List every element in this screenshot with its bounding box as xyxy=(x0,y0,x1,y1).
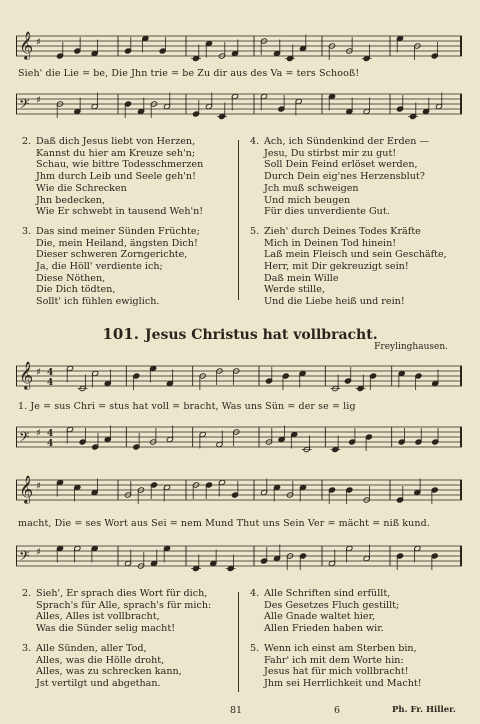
svg-text:𝄞: 𝄞 xyxy=(19,31,34,59)
verse-5-hymn101: 5. Wenn ich einst am Sterben bin, Fahr' ich mit dem Worte hin: Jesus hat für mich vollbracht! Jhm sei Herrlichkeit und Macht! xyxy=(250,642,422,689)
staff-bass-top xyxy=(16,84,462,124)
verse-3-hymn101: 3. Alle Sünden, aller Tod, Alles, was die Hölle droht, Alles, was zu schrecken kann, Jst vertilgt und abgethan. xyxy=(22,642,182,689)
verses-hymn101-right xyxy=(250,588,422,690)
svg-text:♯: ♯ xyxy=(36,547,41,558)
verse-4-hymn100: 4. Ach, ich Sündenkind der Erden — Jesu, Du stirbst mir zu gut! Soll Dein Feind erlöset werden, Durch Dein eig'nes Herzensblut? Jch muß schweigen Und mich beugen Für dies unverdiente Gut. xyxy=(250,136,430,218)
verses-hymn100-right xyxy=(250,136,447,308)
column-divider-hymn101 xyxy=(238,592,239,692)
verse-3-hymn100: 3. Das sind meiner Sünden Früchte; Die, mein Heiland, ängsten Dich! Dieser schweren Zorngerichte, Ja, die Höll' verdiente ich; Diese Nöthen, Die Dich tödten, Sollt' ich fühlen ewiglich. xyxy=(22,225,200,308)
svg-text:𝄞: 𝄞 xyxy=(19,475,34,503)
svg-text:♯: ♯ xyxy=(36,367,41,378)
signature-mark: 6 xyxy=(334,705,341,716)
svg-text:𝄢: 𝄢 xyxy=(19,548,30,567)
svg-text:4: 4 xyxy=(47,439,54,449)
lyric-line-hymn100: Sieh' die Lie = be, Die Jhn trie = be Zu dir aus des Va = ters Schooß! xyxy=(18,68,360,79)
svg-text:4: 4 xyxy=(47,429,54,439)
svg-text:♯: ♯ xyxy=(36,428,41,439)
staff-treble-top xyxy=(16,26,462,66)
svg-text:♯: ♯ xyxy=(36,95,41,106)
svg-text:4: 4 xyxy=(47,368,54,378)
hymn-author: Ph. Fr. Hiller. xyxy=(392,705,456,715)
svg-text:♯: ♯ xyxy=(36,37,41,48)
staff-bass-2 xyxy=(16,536,462,576)
verse-5-hymn100: 5. Zieh' durch Deines Todes Kräfte Mich in Deinen Tod hinein! Laß mein Fleisch und sein Geschäfte, Herr, mit Dir gekreuzigt sein! Daß mein Wille Werde stille, Und die Liebe heiß und rein! xyxy=(250,225,447,308)
svg-text:𝄞: 𝄞 xyxy=(19,361,34,389)
verse-2-hymn101: 2. Sieh', Er sprach dies Wort für dich, Sprach's für Alle, sprach's für mich: Alles, Alles ist vollbracht, Was die Sünder selig macht! xyxy=(22,588,212,635)
staff-bass-1 xyxy=(16,417,462,457)
svg-text:4: 4 xyxy=(47,378,54,388)
verse-2-hymn100: 2. Daß dich Jesus liebt von Herzen, Kannst du hier am Kreuze seh'n; Schau, wie bittre Todesschmerzen Jhm durch Leib und Seele geh'n! Wie die Schrecken Jhn bedecken, Wie Er schwebt in tausend Weh'n! xyxy=(22,136,204,218)
hymn-title-text: Jesus Christus hat vollbracht. xyxy=(144,327,378,343)
column-divider-hymn100 xyxy=(238,140,239,300)
svg-text:♯: ♯ xyxy=(36,481,41,492)
hymn-title xyxy=(0,325,480,343)
lyric-line-1-hymn101: 1. Je = sus Chri = stus hat voll = bracht, Was uns Sün = der se = lig xyxy=(18,401,356,412)
verses-hymn100-left xyxy=(22,136,203,308)
svg-text:𝄢: 𝄢 xyxy=(19,429,30,448)
lyric-line-2-hymn101: macht, Die = ses Wort aus Sei = nem Mund Thut uns Sein Ver = mächt = niß kund. xyxy=(18,518,430,529)
staff-treble-2 xyxy=(16,470,462,510)
staff-treble-1 xyxy=(16,356,462,396)
page-number: 81 xyxy=(230,705,243,716)
svg-text:𝄢: 𝄢 xyxy=(19,96,30,115)
verses-hymn101-left xyxy=(22,588,211,690)
hymn-number: 101. xyxy=(102,325,139,343)
composer-name: Freylinghausen. xyxy=(374,342,448,352)
verse-4-hymn101: 4. Alle Schriften sind erfüllt, Des Gesetzes Fluch gestillt; Alle Gnade waltet hier, Allen Frieden haben wir. xyxy=(250,588,400,635)
